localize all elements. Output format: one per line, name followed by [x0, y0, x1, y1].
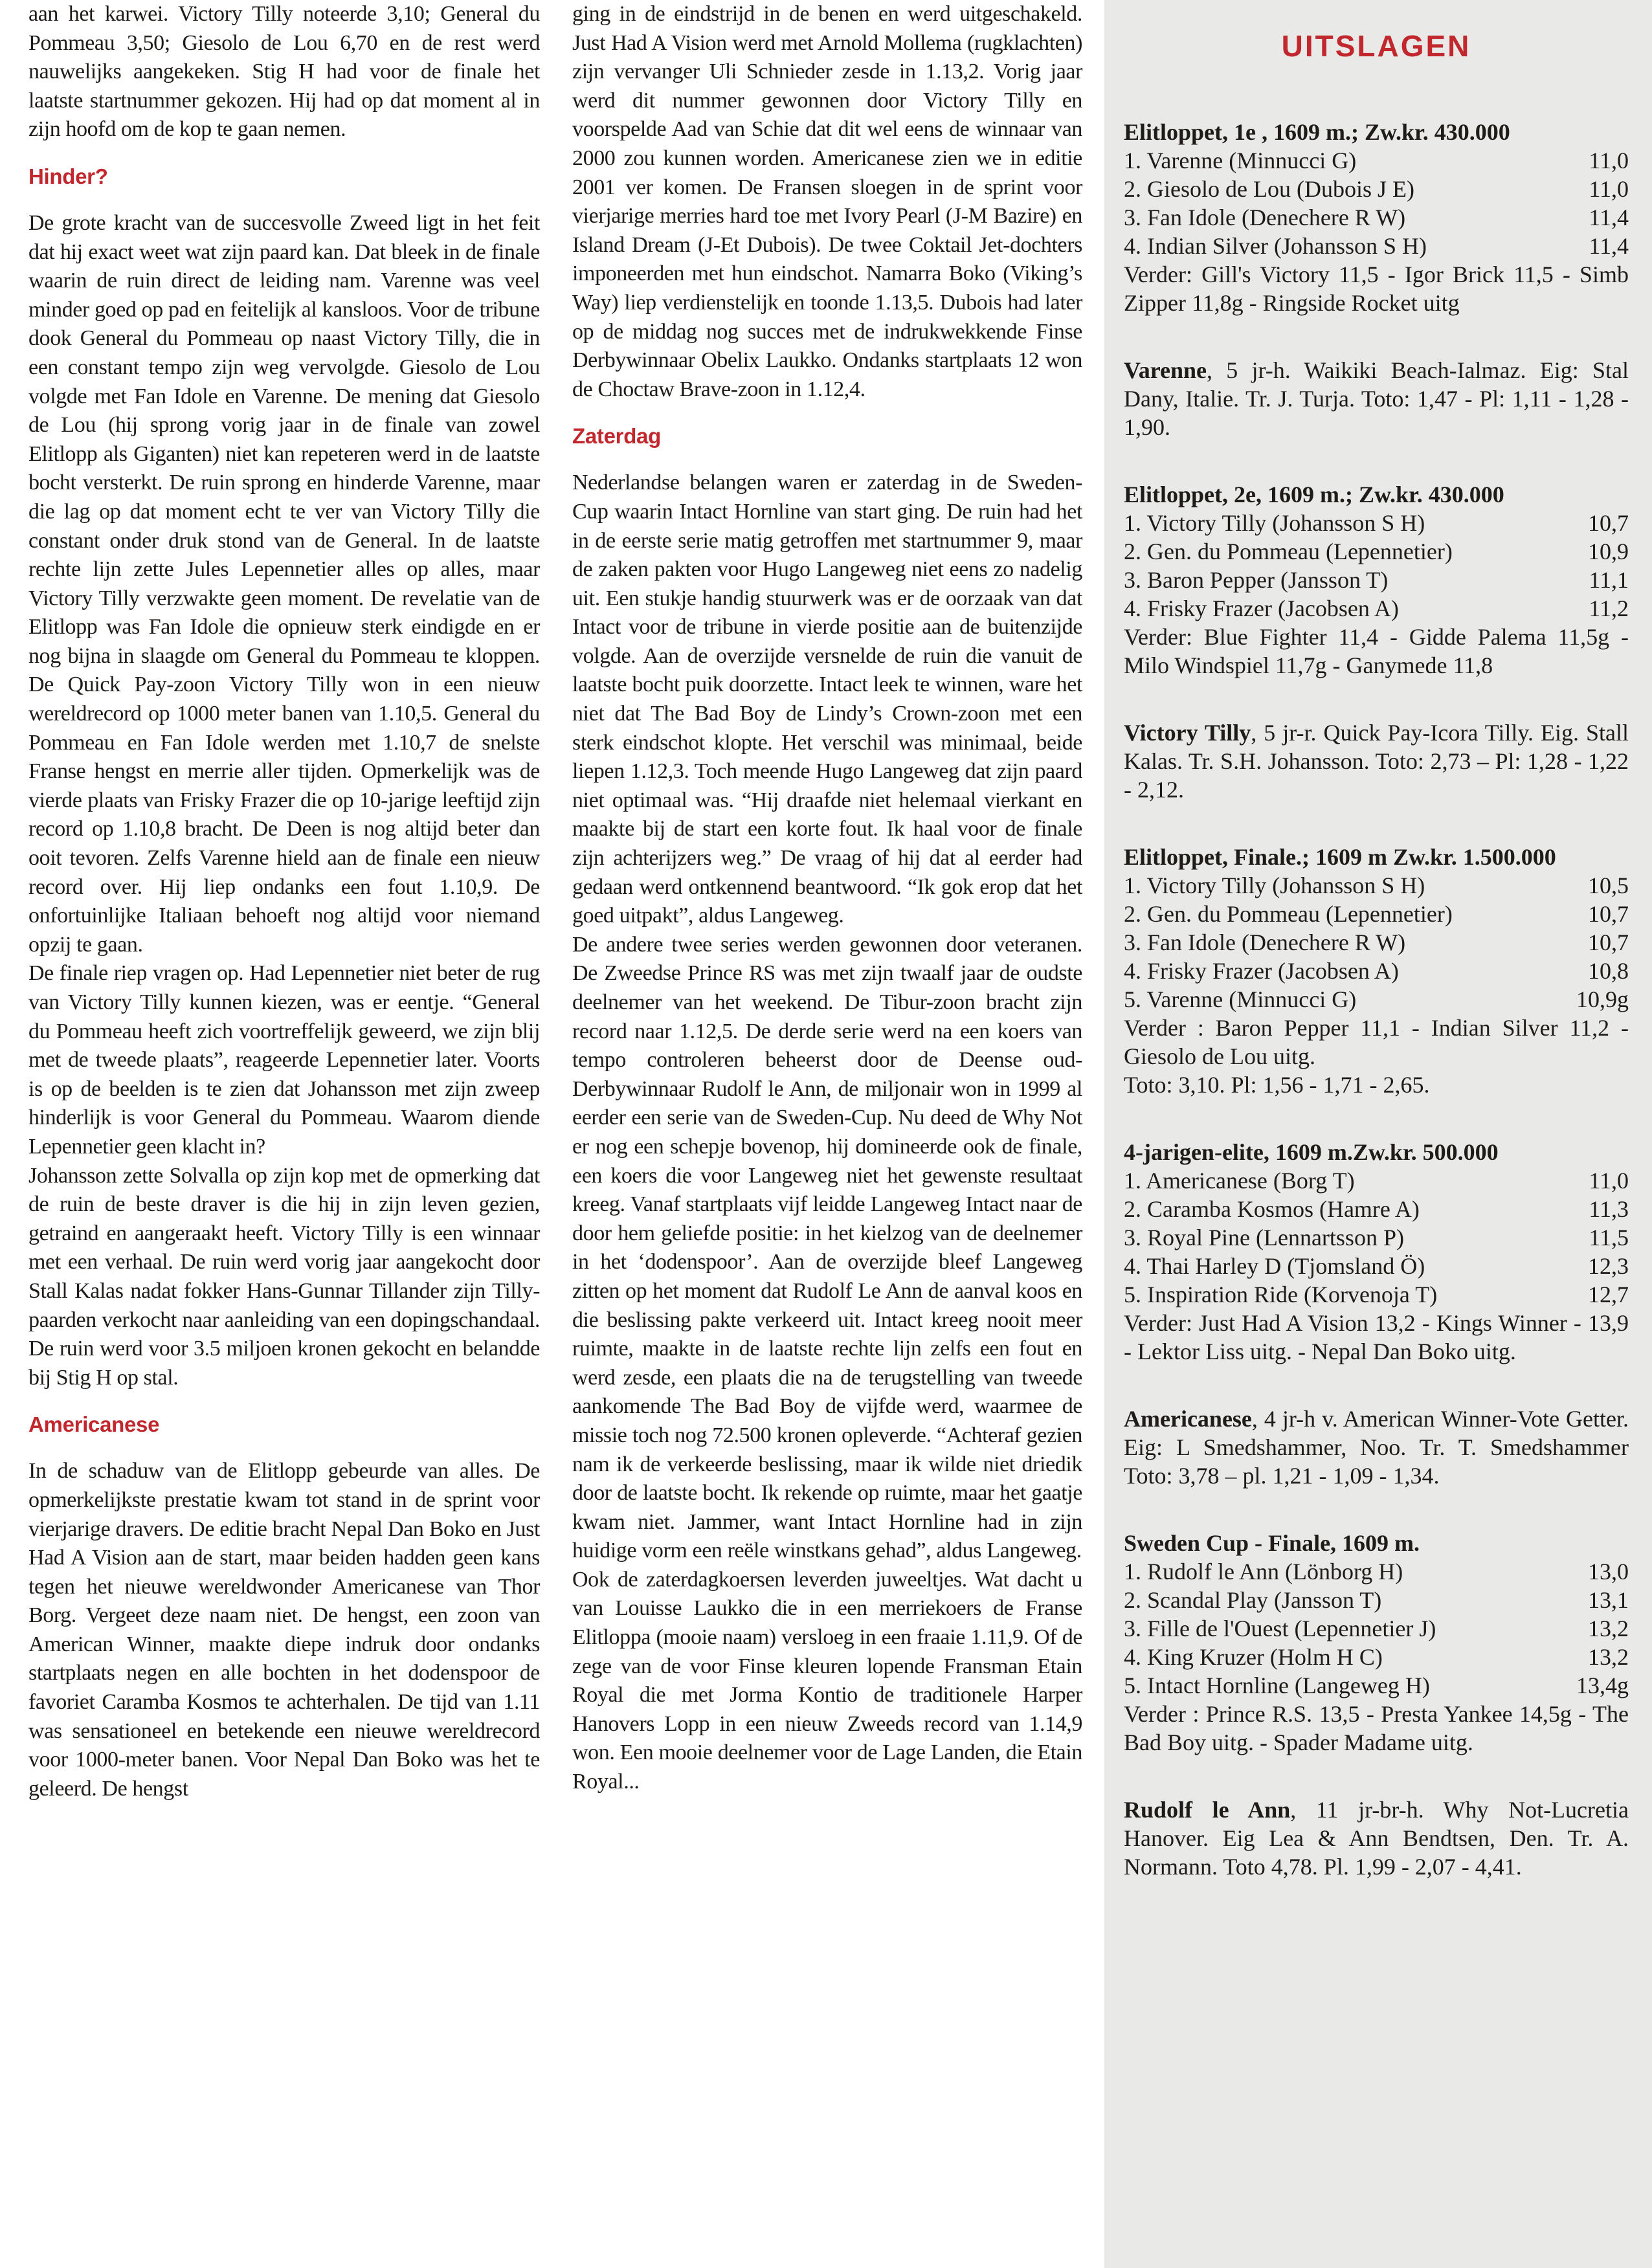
result-time: 11,0 — [1589, 176, 1629, 202]
result-entry: 2. Giesolo de Lou (Dubois J E) — [1124, 176, 1414, 202]
article-paragraph: Nederlandse belangen waren er zaterdag in de Sweden-Cup waarin Intact Hornline van start ging. De ruin had het in de eerste serie matig getroffen met startnummer 9, maar de zaken pakten voor Hugo Langeweg niet eens zo nadelig uit. Een stukje handig stuurwerk was er de oorzaak van dat Intact voor de tribune in vierde positie aan de buitenzijde volgde. Aan de overzijde versnelde de ruin die vanuit de laatste bocht puik doorzette. Intact leek te winnen, ware het niet dat The Bad Boy de Lindy’s Crown-zoon met een sterk eindschot klopte. Het verschil was minimaal, beide liepen 1.12,3. Toch meende Hugo Langeweg dat zijn paard niet optimaal was. “Hij draafde niet helemaal vierkant en maakte bij de start een korte fout. Ik haal voor de finale zijn achterijzers weg.” De vraag of hij dat al eerder had gedaan werd ontkennend beantwoord. “Ik gok erop dat het goed uitpakt”, aldus Langeweg. — [572, 471, 1082, 928]
result-time: 11,4 — [1589, 233, 1629, 259]
result-row — [1124, 537, 1629, 566]
race-header: Elitloppet, 1e , 1609 m.; Zw.kr. 430.000 — [1124, 119, 1510, 145]
race-others: Verder : Prince R.S. 13,5 - Presta Yankee 14,5g - The Bad Boy uitg. - Spader Madame uitg. — [1124, 1701, 1629, 1755]
result-row — [1124, 1223, 1629, 1252]
result-row — [1124, 566, 1629, 594]
section-heading-americanese: Americanese — [28, 1412, 160, 1437]
result-entry: 5. Intact Hornline (Langeweg H) — [1124, 1673, 1430, 1698]
race-result-block — [1124, 843, 1629, 1099]
result-row — [1124, 1671, 1629, 1700]
article-column-2 — [572, 0, 1082, 1797]
result-entry: 2. Caramba Kosmos (Hamre A) — [1124, 1196, 1420, 1222]
winner-info — [1124, 718, 1629, 804]
result-row — [1124, 871, 1629, 900]
race-result-block — [1124, 1529, 1629, 1757]
race-header: Elitloppet, Finale.; 1609 m Zw.kr. 1.500.000 — [1124, 844, 1556, 870]
section-heading-hinder: Hinder? — [28, 164, 108, 188]
winner-name: Varenne — [1124, 357, 1207, 383]
result-row — [1124, 509, 1629, 537]
result-entry: 2. Scandal Play (Jansson T) — [1124, 1587, 1382, 1613]
result-row — [1124, 146, 1629, 175]
result-entry: 3. Fille de l'Ouest (Lepennetier J) — [1124, 1616, 1436, 1641]
race-result-block — [1124, 480, 1629, 680]
result-row — [1124, 594, 1629, 623]
result-time: 13,2 — [1588, 1616, 1629, 1641]
result-time: 11,2 — [1589, 595, 1629, 621]
result-time: 10,7 — [1588, 510, 1629, 536]
result-entry: 1. Victory Tilly (Johansson S H) — [1124, 510, 1425, 536]
result-entry: 3. Fan Idole (Denechere R W) — [1124, 205, 1406, 230]
result-entry: 4. Indian Silver (Johansson S H) — [1124, 233, 1427, 259]
race-result-block — [1124, 118, 1629, 317]
article-paragraph: ging in de eindstrijd in de benen en werd uitgeschakeld. Just Had A Vision werd met Arnold Mollema (rugklachten) zijn vervanger Uli Schnieder zesde in 1.13,2. Vorig jaar werd dit nummer gewonnen door Victory Tilly en voorspelde Aad van Schie dat dit wel eens de winnaar van 2000 zou kunnen worden. Americanese zien we in editie 2001 ver komen. De Fransen sloegen in de sprint voor vierjarige merries hard toe met Ivory Pearl (J-M Bazire) en Island Dream (J-Et Dubois). De twee Coktail Jet-dochters imponeerden met hun eindschot. Namarra Boko (Viking’s Way) liep verdienstelijk en toonde 1.13,5. Dubois had later op de middag nog succes met de indrukwekkende Finse Derbywinnaar Obelix Laukko. Ondanks startplaats 12 won de Choctaw Brave-zoon in 1.12,4. — [572, 2, 1082, 401]
result-row — [1124, 900, 1629, 928]
result-row — [1124, 957, 1629, 985]
result-row — [1124, 232, 1629, 260]
winner-info — [1124, 1796, 1629, 1881]
result-entry: 3. Royal Pine (Lennartsson P) — [1124, 1225, 1404, 1251]
result-time: 10,9 — [1588, 539, 1629, 564]
article-column-1 — [28, 0, 540, 1803]
race-others: Verder : Baron Pepper 11,1 - Indian Silver 11,2 - Giesolo de Lou uitg. — [1124, 1015, 1629, 1069]
result-time: 13,1 — [1588, 1587, 1629, 1613]
result-time: 11,5 — [1589, 1225, 1629, 1251]
result-row — [1124, 1280, 1629, 1309]
result-row — [1124, 175, 1629, 203]
article-paragraph: In de schaduw van de Elitlopp gebeurde van alles. De opmerkelijkste prestatie kwam tot stand in de sprint voor vierjarige dravers. De editie bracht Nepal Dan Boko en Just Had A Vision aan de start, maar beiden hadden geen kans tegen het nieuwe wereldwonder Americanese van Thor Borg. Vergeet deze naam niet. De hengst, een zoon van American Winner, maakte diepe indruk door ondanks startplaats negen en alle bochten in het dodenspoor de favoriet Caramba Kosmos te achterhalen. De tijd van 1.11 was sensationeel en betekende een nieuwe wereldrecord voor 1000-meter banen. Voor Nepal Dan Boko was het te geleerd. De hengst — [28, 1459, 540, 1801]
result-entry: 3. Baron Pepper (Jansson T) — [1124, 567, 1389, 593]
result-time: 10,8 — [1588, 958, 1629, 984]
result-time: 11,4 — [1589, 205, 1629, 230]
winner-details: , 4 jr-h v. American Winner-Vote Getter. Eig: L Smedshammer, Noo. Tr. T. Smedshammer Toto: 3,78 – pl. 1,21 - 1,09 - 1,34. — [1124, 1406, 1629, 1489]
result-time: 12,3 — [1588, 1253, 1629, 1279]
result-time: 10,5 — [1588, 873, 1629, 898]
result-row — [1124, 1614, 1629, 1643]
winner-info — [1124, 1405, 1629, 1490]
result-time: 10,9g — [1576, 986, 1629, 1012]
result-entry: 2. Gen. du Pommeau (Lepennetier) — [1124, 539, 1453, 564]
result-row — [1124, 203, 1629, 232]
result-time: 12,7 — [1588, 1282, 1629, 1307]
race-others: Verder: Blue Fighter 11,4 - Gidde Palema 11,5g - Milo Windspiel 11,7g - Ganymede 11,8 — [1124, 624, 1629, 678]
result-row — [1124, 985, 1629, 1014]
result-time: 11,3 — [1589, 1196, 1629, 1222]
winner-details: , 5 jr-r. Quick Pay-Icora Tilly. Eig. Stall Kalas. Tr. S.H. Johansson. Toto: 2,73 – Pl: 1,28 - 1,22 - 2,12. — [1124, 720, 1629, 803]
article-paragraph: De finale riep vragen op. Had Lepennetier niet beter de rug van Victory Tilly kunnen kiezen, was er eentje. “General du Pommeau heeft zich voortreffelijk geweerd, we zijn blij met de tweede plaats”, reageerde Lepennetier later. Voorts is op de beelden is te zien dat Johansson met zijn zweep hinderlijk is voor General du Pommeau. Waarom diende Lepennetier geen klacht in? — [28, 961, 540, 1159]
result-entry: 3. Fan Idole (Denechere R W) — [1124, 929, 1406, 955]
article-paragraph: Ook de zaterdagkoersen leverden juweeltjes. Wat dacht u van Louisse Laukko die in een merriekoers de Franse Elitloppa (mooie naam) versloeg in een fraaie 1.11,9. Of de zege van de voor Finse kleuren lopende Fransman Etain Royal die met Jorma Kontio de traditionele Harper Hanovers Lopp in een nieuw Zweeds record van 1.14,9 won. Een mooie deelnemer voor de Lage Landen, die Etain Royal... — [572, 1567, 1082, 1794]
result-row — [1124, 928, 1629, 957]
result-entry: 4. King Kruzer (Holm H C) — [1124, 1644, 1383, 1670]
race-others: Verder: Just Had A Vision 13,2 - Kings Winner - 13,9 - Lektor Liss uitg. - Nepal Dan Boko uitg. — [1124, 1310, 1629, 1364]
section-heading-zaterdag: Zaterdag — [572, 424, 661, 449]
race-header: 4-jarigen-elite, 1609 m.Zw.kr. 500.000 — [1124, 1139, 1499, 1165]
results-title: UITSLAGEN — [1281, 29, 1471, 63]
result-entry: 5. Varenne (Minnucci G) — [1124, 986, 1357, 1012]
article-paragraph: Johansson zette Solvalla op zijn kop met de opmerking dat de ruin de beste draver is die hij in zijn leven gezien, getraind en aangeraakt heeft. Victory Tilly is een winnaar met een verhaal. De ruin werd vorig jaar aangekocht door Stall Kalas nadat fokker Hans-Gunnar Tillander zijn Tilly-paarden verkocht naar aanleiding van een dopingschandaal. De ruin werd voor 3.5 miljoen kronen gekocht en belandde bij Stig H op stal. — [28, 1163, 540, 1390]
article-paragraph: De andere twee series werden gewonnen door veteranen. De Zweedse Prince RS was met zijn twaalf jaar de oudste deelnemer van het weekend. De Tibur-zoon bracht zijn record naar 1.12,5. De derde serie werd na een koers van tempo controleren beheerst door de Deense oud-Derbywinnaar Rudolf le Ann, de miljonair won in 1999 al eerder een serie van de Sweden-Cup. Nu deed de Why Not er nog een schepje bovenop, hij domineerde ook de finale, een koers die voor Langeweg niet het gewenste resultaat kreeg. Vanaf startplaats vijf leidde Langeweg Intact naar de door hem geliefde positie: in het kielzog van de deelnemer in het ‘dodenspoor’. Aan de overzijde bleef Langeweg zitten op het moment dat Rudolf Le Ann de aanval koos en die beslissing pakte verkeerd uit. Intact kreeg nooit meer ruimte, maakte in de laatste rechte lijn zelfs een fout en werd zesde, een plaats die na de terugstelling van tweede aankomende The Bad Boy de vijfde werd, waarmee de missie toch nog 72.500 kronen opleverde. “Achteraf gezien nam ik de verkeerde beslissing, maar ik wilde niet driedik door de laatste bocht. Ik rekende op ruimte, maar het gaatje kwam niet. Jammer, want Intact Hornline had in zijn huidige vorm een reële winstkans gehad”, aldus Langeweg. — [572, 932, 1082, 1563]
result-entry: 1. Americanese (Borg T) — [1124, 1168, 1355, 1194]
result-entry: 1. Varenne (Minnucci G) — [1124, 148, 1357, 173]
result-row — [1124, 1252, 1629, 1280]
result-time: 11,1 — [1589, 567, 1629, 593]
winner-name: Americanese — [1124, 1406, 1252, 1432]
result-time: 13,2 — [1588, 1644, 1629, 1670]
result-entry: 1. Rudolf le Ann (Lönborg H) — [1124, 1559, 1403, 1584]
result-time: 11,0 — [1589, 148, 1629, 173]
winner-name: Rudolf le Ann — [1124, 1797, 1291, 1823]
result-time: 13,4g — [1576, 1673, 1629, 1698]
result-row — [1124, 1195, 1629, 1223]
result-entry: 4. Thai Harley D (Tjomsland Ö) — [1124, 1253, 1425, 1279]
winner-details: , 11 jr-br-h. Why Not-Lucretia Hanover. Eig Lea & Ann Bendtsen, Den. Tr. A. Normann. Toto 4,78. Pl. 1,99 - 2,07 - 4,41. — [1124, 1797, 1629, 1880]
winner-details: , 5 jr-h. Waikiki Beach-Ialmaz. Eig: Stal Dany, Italie. Tr. J. Turja. Toto: 1,47 - Pl: 1,11 - 1,28 - 1,90. — [1124, 357, 1629, 440]
result-row — [1124, 1166, 1629, 1195]
result-time: 10,7 — [1588, 929, 1629, 955]
result-time: 11,0 — [1589, 1168, 1629, 1194]
result-entry: 1. Victory Tilly (Johansson S H) — [1124, 873, 1425, 898]
result-entry: 5. Inspiration Ride (Korvenoja T) — [1124, 1282, 1438, 1307]
article-paragraph: aan het karwei. Victory Tilly noteerde 3,10; General du Pommeau 3,50; Giesolo de Lou 6,70 en de rest werd nauwelijks aangekeken. Stig H had voor de finale het laatste startnummer gekozen. Hij had op dat moment al in zijn hoofd om de kop te gaan nemen. — [28, 2, 540, 142]
result-time: 13,0 — [1588, 1559, 1629, 1584]
article-paragraph: De grote kracht van de succesvolle Zweed ligt in het feit dat hij exact weet wat zijn paard kan. Dat bleek in de finale waarin de ruin direct de leiding nam. Varenne was veel minder goed op pad en feitelijk al kansloos. Voor de tribune dook General du Pommeau op naast Victory Tilly, die in een constant tempo zijn weg vervolgde. Giesolo de Lou volgde met Fan Idole en Varenne. De mening dat Giesolo de Lou (hij sprong vorig jaar in de finale van zowel Elitlopp als Giganten) niet kan repeteren werd in de laatste bocht versterkt. De ruin sprong en hinderde Varenne, maar die lag op dat moment echt te ver van Victory Tilly die constant onder druk stond van de General. In de laatste rechte lijn zette Jules Lepennetier alles op alles, maar Victory Tilly verzwakte geen moment. De revelatie van de Elitlopp was Fan Idole die opnieuw sterk eindigde en er nog bijna in slaagde om General du Pommeau te kloppen. De Quick Pay-zoon Victory Tilly won in een nieuw wereldrecord op 1000 meter banen van 1.10,5. General du Pommeau en Fan Idole werden met 1.10,7 de snelste Franse hengst en merrie aller tijden. Opmerkelijk was de vierde plaats van Frisky Frazer die op 10-jarige leeftijd zijn record op 1.10,8 bracht. De Deen is nog altijd beter dan ooit tevoren. Zelfs Varenne hield aan de finale een nieuw record over. Hij liep ondanks een fout 1.10,9. De onfortuinlijke Italiaan behoeft nog altijd voor niemand opzij te gaan. — [28, 210, 540, 957]
result-entry: 2. Gen. du Pommeau (Lepennetier) — [1124, 901, 1453, 927]
result-row — [1124, 1557, 1629, 1586]
race-header: Sweden Cup - Finale, 1609 m. — [1124, 1530, 1420, 1556]
result-time: 10,7 — [1588, 901, 1629, 927]
race-toto: Toto: 3,10. Pl: 1,56 - 1,71 - 2,65. — [1124, 1072, 1430, 1098]
race-others: Verder: Gill's Victory 11,5 - Igor Brick 11,5 - Simb Zipper 11,8g - Ringside Rocket uitg — [1124, 261, 1629, 316]
result-entry: 4. Frisky Frazer (Jacobsen A) — [1124, 595, 1399, 621]
results-sidebar — [1104, 0, 1652, 2268]
result-row — [1124, 1586, 1629, 1614]
winner-info — [1124, 356, 1629, 441]
race-header: Elitloppet, 2e, 1609 m.; Zw.kr. 430.000 — [1124, 482, 1504, 507]
race-result-block — [1124, 1138, 1629, 1366]
result-row — [1124, 1643, 1629, 1671]
result-entry: 4. Frisky Frazer (Jacobsen A) — [1124, 958, 1399, 984]
winner-name: Victory Tilly — [1124, 720, 1251, 746]
